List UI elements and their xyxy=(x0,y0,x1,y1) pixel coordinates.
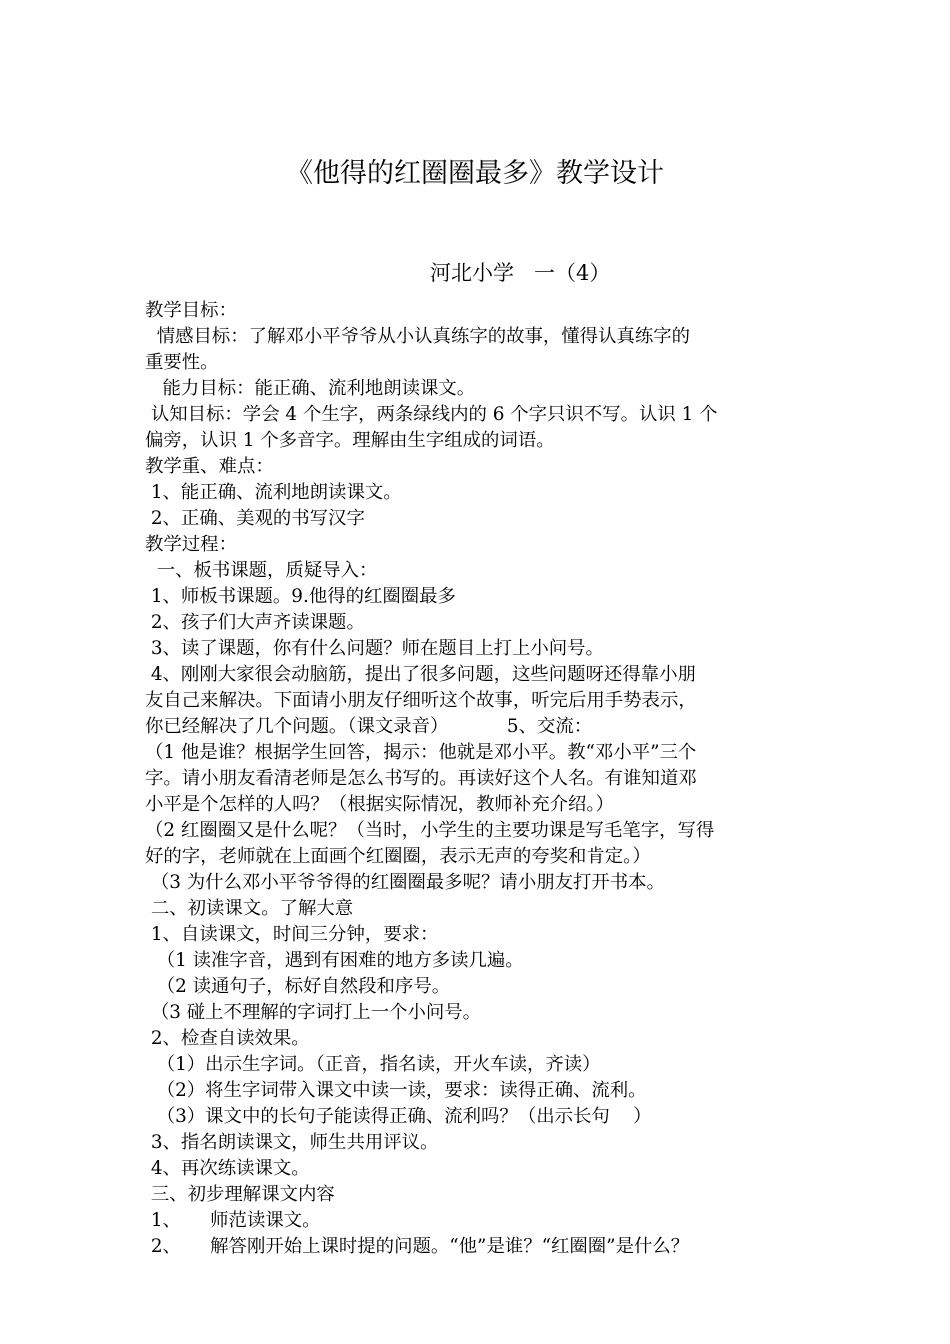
body-line: 三、初步理解课文内容 xyxy=(145,1184,335,1205)
body-line: 教学重、难点： xyxy=(145,456,274,477)
document-title: 《他得的红圈圈最多》教学设计 xyxy=(286,158,664,189)
body-line: 友自己来解决。下面请小朋友仔细听这个故事，听完后用手势表示， xyxy=(145,690,697,711)
body-line: 好的字，老师就在上面画个红圈圈，表示无声的夸奖和肯定。） xyxy=(145,846,651,867)
body-line: （2 读通句子，标好自然段和序号。 xyxy=(145,976,451,997)
body-line: （1 他是谁？根据学生回答，揭示：他就是邓小平。教“邓小平”三个 xyxy=(145,742,697,763)
body-line: 2、 解答刚开始上课时提的问题。“他”是谁？“红圈圈”是什么？ xyxy=(145,1236,690,1257)
body-line: （2）将生字词带入课文中读一读，要求：读得正确、流利。 xyxy=(145,1080,647,1101)
body-line: 认知目标：学会 4 个生字，两条绿线内的 6 个字只识不写。认识 1 个 xyxy=(145,404,718,425)
body-line: 重要性。 xyxy=(145,352,219,373)
body-line: 1、师板书课题。9.他得的红圈圈最多 xyxy=(145,586,456,607)
body-line: （3 碰上不理解的字词打上一个小问号。 xyxy=(145,1002,482,1023)
body-line: 教学目标： xyxy=(145,300,237,321)
body-line: 情感目标：了解邓小平爷爷从小认真练字的故事，懂得认真练字的 xyxy=(145,326,691,347)
document-subtitle: 河北小学 一（4） xyxy=(430,261,611,285)
body-line: 小平是个怎样的人吗？（根据实际情况，教师补充介绍。） xyxy=(145,794,614,815)
body-line: 3、指名朗读课文，师生共用评议。 xyxy=(145,1132,439,1153)
document-body xyxy=(145,298,825,1260)
body-line: 字。请小朋友看清老师是怎么书写的。再读好这个人名。有谁知道邓 xyxy=(145,768,697,789)
body-line: 1、自读课文，时间三分钟，要求： xyxy=(145,924,439,945)
body-line: （3 为什么邓小平爷爷得的红圈圈最多呢？请小朋友打开书本。 xyxy=(145,872,665,893)
body-line: 一、板书课题，质疑导入： xyxy=(145,560,378,581)
body-line: 偏旁，认识 1 个多音字。理解由生字组成的词语。 xyxy=(145,430,555,451)
body-line: 你已经解决了几个问题。（课文录音） 5、交流： xyxy=(145,716,593,737)
body-line: 教学过程： xyxy=(145,534,237,555)
body-line: 4、再次练读课文。 xyxy=(145,1158,310,1179)
body-line: （1 读准字音，遇到有困难的地方多读几遍。 xyxy=(145,950,524,971)
body-line: （3）课文中的长句子能读得正确、流利吗？（出示长句 ） xyxy=(145,1106,652,1127)
body-line: 2、正确、美观的书写汉字 xyxy=(145,508,365,529)
body-line: 1、能正确、流利地朗读课文。 xyxy=(145,482,402,503)
body-line: 3、读了课题，你有什么问题？师在题目上打上小问号。 xyxy=(145,638,604,659)
body-line: 2、孩子们大声齐读课题。 xyxy=(145,612,365,633)
body-line: 4、刚刚大家很会动脑筋，提出了很多问题，这些问题呀还得靠小朋 xyxy=(145,664,696,685)
body-line: （1）出示生字词。（正音，指名读，开火车读，齐读） xyxy=(145,1054,601,1075)
body-line: 能力目标：能正确、流利地朗读课文。 xyxy=(145,378,476,399)
body-line: 1、 师范读课文。 xyxy=(145,1210,321,1231)
body-line: 二、初读课文。了解大意 xyxy=(145,898,354,919)
body-line: （2 红圈圈又是什么呢？（当时，小学生的主要功课是写毛笔字，写得 xyxy=(145,820,715,841)
body-line: 2、检查自读效果。 xyxy=(145,1028,310,1049)
